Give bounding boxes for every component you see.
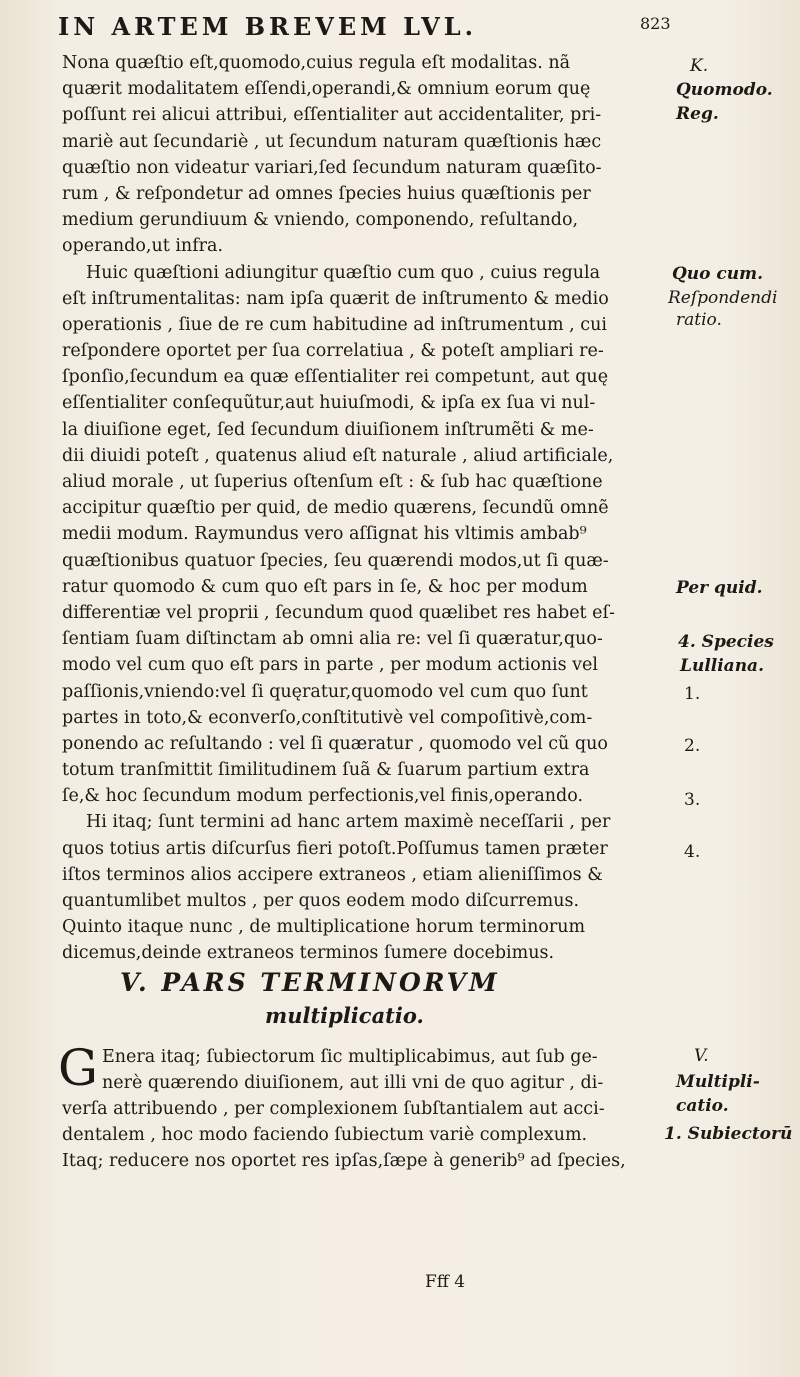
margin-note-num-2: 2.	[684, 736, 701, 756]
margin-note-subiectorum: 1. Subiectorū	[664, 1124, 793, 1144]
section-title: V. PARS TERMINORVM	[120, 968, 500, 997]
text-line: operationis , ſiue de re cum habitudine ad inſtrumentum , cui	[62, 314, 607, 335]
margin-note-species: 4. Species	[678, 632, 774, 652]
text-line: quos totius artis diſcurſus fieri potoſt.Poſſumus tamen præter	[62, 838, 608, 859]
margin-note-catio: catio.	[676, 1096, 729, 1116]
text-line: modo vel cum quo eſt pars in parte , per modum actionis vel	[62, 655, 599, 676]
margin-note-quo-cum: Quo cum.	[672, 264, 764, 284]
text-line: totum tranſmittit ſimilitudinem ſuã & ſuarum partium extra	[62, 760, 590, 781]
text-line: Quinto itaque nunc , de multiplicatione horum terminorum	[62, 917, 586, 938]
text-line: paſſionis,vniendo:vel ſi quęratur,quomodo vel cum quo ſunt	[62, 681, 588, 702]
section-text-line: verſa attribuendo , per complexionem ſubſtantialem aut acci-	[62, 1099, 605, 1119]
section-text-line: dentalem , hoc modo faciendo ſubiectum variè complexum.	[62, 1125, 588, 1145]
text-line: partes in toto,& econverſo,conſtitutivè vel compoſitivè,com-	[62, 707, 593, 728]
signature-mark: Fff 4	[425, 1272, 466, 1292]
main-text	[62, 50, 652, 967]
text-line: differentiæ vel proprii , ſecundum quod quælibet res habet eſ-	[62, 602, 615, 623]
text-line: dicemus,deinde extraneos terminos ſumere docebimus.	[62, 943, 555, 964]
section-text-line: Enera itaq; ſubiectorum ſic multiplicabimus, aut ſub ge-	[101, 1047, 598, 1067]
text-line: accipitur quæſtio per quid, de medio quærens, ſecundũ omnẽ	[62, 498, 609, 519]
drop-cap: G	[58, 1039, 98, 1097]
page-number: 823	[640, 14, 671, 33]
text-line: la diuiſione eget, ſed ſecundum diuiſionem inſtrumẽti & me-	[62, 419, 594, 440]
text-line: poſſunt rei alicui attribui, eſſentialiter aut accidentaliter, pri-	[62, 105, 602, 126]
margin-note-num-4: 4.	[684, 842, 701, 862]
text-line: quærit modalitatem eſſendi,operandi,& omnium eorum quę	[62, 79, 591, 100]
section-subtitle: multiplicatio.	[265, 1003, 424, 1028]
margin-note-k: K.	[690, 56, 709, 76]
section-text-line: Itaq; reducere nos oportet res ipſas,ſæpe à generib⁹ ad ſpecies,	[62, 1151, 626, 1171]
text-line: ponendo ac reſultando : vel ſi quæratur , quomodo vel cũ quo	[62, 733, 608, 754]
text-line: mariè aut ſecundariè , ut ſecundum naturam quæſtionis hæc	[62, 131, 602, 152]
text-line: ſentiam ſuam diſtinctam ab omni alia re: vel ſi quæratur,quo-	[62, 629, 603, 650]
section-body	[58, 1039, 652, 1174]
text-line: ſponſio,ſecundum ea quæ eſſentialiter rei competunt, aut quę	[62, 367, 609, 388]
text-line: quæſtionibus quatuor ſpecies, ſeu quærendi modos,ut ſi quæ-	[62, 550, 609, 571]
section-text-line: nerè quærendo diuiſionem, aut illi vni de quo agitur , di-	[101, 1073, 604, 1093]
text-line: Hi itaq; ſunt termini ad hanc artem maximè neceſſarii , per	[86, 812, 611, 833]
text-line: medii modum. Raymundus vero aſſignat his vltimis ambab⁹	[62, 524, 587, 545]
margin-note-num-3: 3.	[684, 790, 701, 810]
margin-note-per-quid: Per quid.	[676, 578, 763, 598]
text-line: eſt inſtrumentalitas: nam ipſa quærit de inſtrumento & medio	[62, 288, 609, 309]
text-line: Huic quæſtioni adiungitur quæſtio cum quo , cuius regula	[86, 262, 601, 283]
text-line: dii diuidi poteſt , quatenus aliud eſt naturale , aliud artificiale,	[62, 445, 614, 466]
margin-note-lulliana: Lulliana.	[680, 656, 764, 676]
margin-note-respondendi: Reſpondendi	[668, 288, 778, 308]
section-lines	[62, 1044, 652, 1174]
text-line: medium gerundiuum & vniendo, componendo, reſultando,	[62, 210, 579, 231]
text-line: iſtos terminos alios accipere extraneos , etiam alieniſſimos &	[62, 864, 603, 885]
margin-note-ratio: ratio.	[676, 310, 722, 330]
text-line: reſpondere oportet per ſua correlatiua , & poteſt ampliari re-	[62, 341, 604, 362]
margin-note-num-1: 1.	[684, 684, 701, 704]
margin-note-v: V.	[694, 1046, 709, 1066]
text-line: quæſtio non videatur variari,ſed ſecundum naturam quæſito-	[62, 157, 602, 178]
text-line: rum , & reſpondetur ad omnes ſpecies huius quæſtionis per	[62, 183, 591, 204]
text-line: ſe,& hoc ſecundum modum perfectionis,vel finis,operando.	[62, 786, 584, 807]
margin-note-multipli: Multipli-	[676, 1072, 760, 1092]
margin-note-reg: Reg.	[676, 104, 719, 124]
text-line: Nona quæſtio eſt,quomodo,cuius regula eſt modalitas. nã	[62, 53, 571, 73]
text-line: quantumlibet multos , per quos eodem modo diſcurremus.	[62, 891, 580, 911]
running-title: IN ARTEM BREVEM LVL.	[58, 12, 477, 41]
margin-note-quomodo: Quomodo.	[676, 80, 773, 100]
text-line: eſſentialiter conſequũtur,aut huiuſmodi, & ipſa ex ſua vi nul-	[62, 393, 596, 414]
text-line: aliud morale , ut ſuperius oſtenſum eſt : & ſub hac quæſtione	[62, 472, 603, 492]
text-line: ratur quomodo & cum quo eſt pars in ſe, & hoc per modum	[62, 576, 588, 597]
text-line: operando,ut infra.	[62, 236, 224, 257]
